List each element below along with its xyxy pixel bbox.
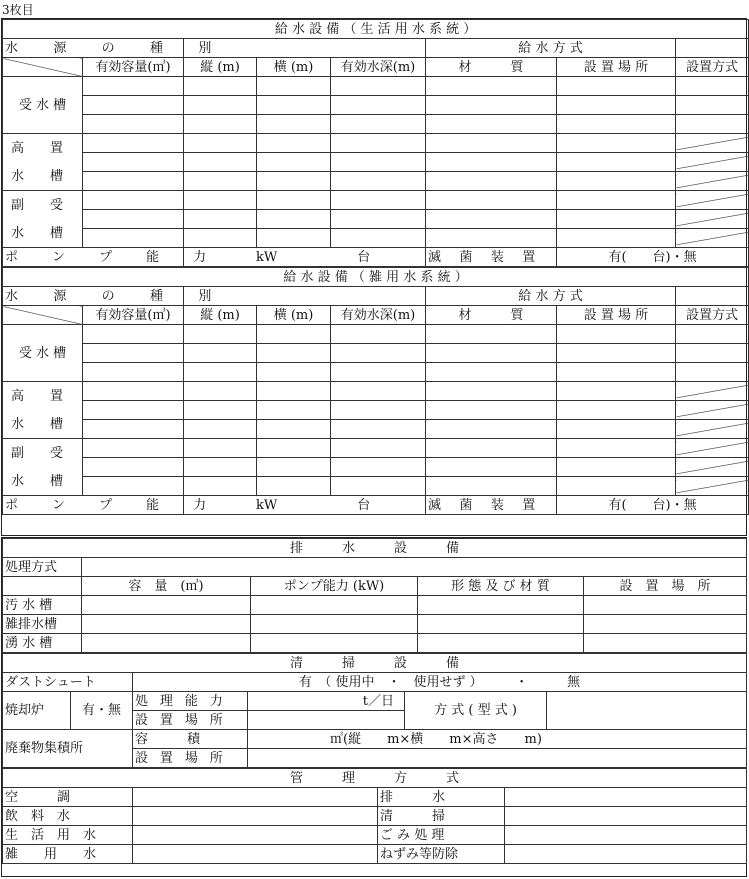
install-method-slash (676, 191, 749, 210)
cell[interactable] (184, 325, 257, 344)
cell[interactable] (331, 420, 426, 439)
install-method-slash (676, 477, 749, 496)
tank-label-receiving: 受 水 槽 (3, 77, 83, 134)
mgmt-label-pest-control: ねずみ等防除 (378, 845, 505, 864)
header-length: 縦 (m) (184, 58, 257, 77)
cell[interactable] (557, 134, 676, 153)
cell[interactable] (426, 77, 557, 96)
cell[interactable] (83, 363, 184, 382)
capacity-field[interactable]: t／日 (248, 692, 405, 711)
cell[interactable] (133, 845, 378, 864)
supply-method-label: 給 水 方 式 (426, 39, 676, 58)
header-blank (3, 577, 82, 596)
cleaning-table (2, 653, 747, 768)
header-depth: 有効水深(m) (331, 58, 426, 77)
cell[interactable] (133, 807, 378, 826)
install-method-slash (676, 210, 749, 229)
cell[interactable] (331, 134, 426, 153)
cell[interactable] (82, 634, 251, 653)
cell[interactable] (331, 325, 426, 344)
header-install-method: 設置方式 (676, 58, 749, 77)
cell[interactable] (418, 634, 584, 653)
cell[interactable] (557, 96, 676, 115)
cell[interactable] (331, 210, 426, 229)
cell[interactable] (257, 77, 331, 96)
row-label-spring-water-tank: 湧 水 槽 (3, 634, 82, 653)
waste-storage-label: 廃棄物集積所 (3, 730, 133, 768)
header-material: 材 質 (426, 306, 557, 325)
header-capacity: 有効容量(㎥) (83, 306, 184, 325)
cell[interactable] (83, 325, 184, 344)
cell[interactable] (184, 229, 257, 248)
cell[interactable] (83, 210, 184, 229)
cell[interactable] (557, 77, 676, 96)
install-method-slash (676, 172, 749, 191)
cell[interactable] (331, 363, 426, 382)
waste-location-label: 設 置 場 所 (133, 749, 248, 768)
cell[interactable] (257, 420, 331, 439)
cell[interactable] (557, 191, 676, 210)
tank-label-receiving: 受 水 槽 (3, 325, 83, 382)
cell[interactable] (557, 344, 676, 363)
cell[interactable] (184, 96, 257, 115)
cell[interactable] (184, 458, 257, 477)
cell[interactable] (426, 115, 557, 134)
install-method-slash (676, 420, 749, 439)
cell[interactable] (257, 401, 331, 420)
location-field[interactable] (248, 711, 405, 730)
header-material: 材 質 (426, 58, 557, 77)
install-method-slash (676, 229, 749, 248)
cell[interactable] (83, 172, 184, 191)
install-method-slash (676, 153, 749, 172)
capacity-label: 処 理 能 力 (133, 692, 248, 711)
header-volume: 容 量 (㎥) (82, 577, 251, 596)
cell[interactable] (676, 325, 749, 344)
cell[interactable] (426, 134, 557, 153)
incinerator-value[interactable]: 有・無 (71, 692, 133, 730)
cell[interactable] (426, 344, 557, 363)
cell[interactable] (505, 807, 747, 826)
header-location: 設 置 場 所 (557, 306, 676, 325)
cleaning-title: 清 掃 設 備 (3, 654, 747, 673)
cell[interactable] (83, 439, 184, 458)
cell[interactable] (426, 439, 557, 458)
cell[interactable] (331, 458, 426, 477)
cell[interactable] (251, 634, 418, 653)
cell[interactable] (426, 325, 557, 344)
cell[interactable] (257, 229, 331, 248)
cell[interactable] (257, 115, 331, 134)
cell[interactable] (584, 615, 747, 634)
cell[interactable] (133, 788, 378, 807)
cell[interactable] (584, 596, 747, 615)
tank-label-elevated: 高 置 水 槽 (3, 382, 83, 439)
volume-field[interactable]: ㎥(縦 m×横 m×高さ m) (248, 730, 747, 749)
cell[interactable] (557, 153, 676, 172)
cell[interactable] (426, 382, 557, 401)
cell[interactable] (331, 477, 426, 496)
cell[interactable] (584, 634, 747, 653)
cell[interactable] (505, 788, 747, 807)
cell[interactable] (676, 115, 749, 134)
tank-label-sub: 副 受 水 槽 (3, 191, 83, 248)
header-width: 横 (m) (257, 58, 331, 77)
cell[interactable] (83, 96, 184, 115)
cell[interactable] (418, 615, 584, 634)
cell[interactable] (426, 210, 557, 229)
cell[interactable] (257, 153, 331, 172)
cell[interactable] (505, 826, 747, 845)
cell[interactable] (83, 115, 184, 134)
sterilizer-label: 滅 菌 装 置 (426, 496, 557, 515)
incinerator-label: 焼却炉 (3, 692, 71, 730)
cell[interactable] (83, 458, 184, 477)
cell[interactable] (676, 363, 749, 382)
cell[interactable] (184, 115, 257, 134)
cell[interactable] (331, 153, 426, 172)
cell[interactable] (557, 325, 676, 344)
row-label-sewage-tank: 汚 水 槽 (3, 596, 82, 615)
cell[interactable] (257, 210, 331, 229)
cell[interactable] (83, 134, 184, 153)
drainage-table (2, 538, 747, 653)
page-label: 3枚目 (2, 3, 34, 17)
cell[interactable] (557, 420, 676, 439)
water-living-table (2, 19, 749, 267)
cell[interactable] (184, 363, 257, 382)
sterilizer-value[interactable]: 有( 台)・無 (557, 248, 749, 267)
management-table (2, 768, 747, 864)
cell[interactable] (557, 210, 676, 229)
cell[interactable] (331, 172, 426, 191)
cell[interactable] (257, 363, 331, 382)
cell[interactable] (557, 439, 676, 458)
header-width: 横 (m) (257, 306, 331, 325)
header-install-method: 設置方式 (676, 306, 749, 325)
cell[interactable] (184, 382, 257, 401)
type-field[interactable] (547, 692, 747, 730)
cell[interactable] (331, 229, 426, 248)
header-capacity: 有効容量(㎥) (83, 58, 184, 77)
install-method-slash (676, 458, 749, 477)
cell[interactable] (83, 77, 184, 96)
cell[interactable] (251, 615, 418, 634)
cell[interactable] (331, 191, 426, 210)
mgmt-label-drainage: 排 水 (378, 788, 505, 807)
cell[interactable] (83, 153, 184, 172)
cell[interactable] (184, 439, 257, 458)
cell[interactable] (331, 439, 426, 458)
type-label: 方 式 ( 型 式 ) (405, 692, 547, 730)
cell[interactable] (83, 401, 184, 420)
water-misc-title: 給 水 設 備 （ 雑 用 水 系 統 ） (3, 268, 749, 287)
cell[interactable] (257, 191, 331, 210)
waste-location-field[interactable] (248, 749, 747, 768)
row-label-gray-water-tank: 雑排水槽 (3, 615, 82, 634)
header-type-material: 形 態 及 び 材 質 (418, 577, 584, 596)
cell[interactable] (557, 458, 676, 477)
cell[interactable] (331, 77, 426, 96)
cell[interactable] (426, 172, 557, 191)
install-method-slash (676, 439, 749, 458)
cell[interactable] (184, 477, 257, 496)
cell[interactable] (257, 458, 331, 477)
mgmt-label-living-water: 生 活 用 水 (3, 826, 133, 845)
cell[interactable] (257, 382, 331, 401)
pump-capacity-field[interactable]: kW 台 (184, 496, 426, 515)
cell[interactable] (331, 401, 426, 420)
cell[interactable] (184, 191, 257, 210)
install-method-slash (676, 134, 749, 153)
cell[interactable] (426, 420, 557, 439)
pump-capacity-field[interactable]: kW 台 (184, 248, 426, 267)
facilities-frame (1, 537, 747, 877)
supply-method-field[interactable] (676, 39, 749, 58)
cell[interactable] (257, 325, 331, 344)
cell[interactable] (426, 191, 557, 210)
cell[interactable] (257, 477, 331, 496)
cell[interactable] (83, 477, 184, 496)
header-depth: 有効水深(m) (331, 306, 426, 325)
volume-label: 容 積 (133, 730, 248, 749)
cell[interactable] (426, 458, 557, 477)
cell[interactable] (184, 420, 257, 439)
cell[interactable] (257, 439, 331, 458)
cell[interactable] (184, 172, 257, 191)
cell[interactable] (257, 344, 331, 363)
cell[interactable] (184, 153, 257, 172)
tank-label-elevated: 高 置 水 槽 (3, 134, 83, 191)
cell[interactable] (426, 363, 557, 382)
mgmt-label-misc-water: 雑 用 水 (3, 845, 133, 864)
header-location: 設 置 場 所 (557, 58, 676, 77)
cell[interactable] (676, 344, 749, 363)
cell[interactable] (557, 229, 676, 248)
cell[interactable] (331, 115, 426, 134)
cell[interactable] (82, 615, 251, 634)
cell[interactable] (83, 420, 184, 439)
install-method-slash (676, 401, 749, 420)
cell[interactable] (184, 210, 257, 229)
mgmt-label-air-conditioning: 空 調 (3, 788, 133, 807)
cell[interactable] (133, 826, 378, 845)
management-title: 管 理 方 式 (3, 769, 747, 788)
treatment-method-label: 処理方式 (3, 558, 82, 577)
cell[interactable] (184, 134, 257, 153)
mgmt-label-drinking-water: 飲 料 水 (3, 807, 133, 826)
cell[interactable] (184, 344, 257, 363)
cell[interactable] (676, 96, 749, 115)
header-corner (3, 58, 83, 77)
sterilizer-value[interactable]: 有( 台)・無 (557, 496, 749, 515)
cell[interactable] (557, 363, 676, 382)
cell[interactable] (557, 382, 676, 401)
dust-chute-value[interactable]: 有 （ 使用中 ・ 使用せず ） ・ 無 (133, 673, 747, 692)
mgmt-label-waste: ご み 処 理 (378, 826, 505, 845)
cell[interactable] (257, 96, 331, 115)
cell[interactable] (426, 229, 557, 248)
supply-method-label: 給 水 方 式 (426, 287, 676, 306)
cell[interactable] (83, 382, 184, 401)
tank-label-sub: 副 受 水 槽 (3, 439, 83, 496)
cell[interactable] (676, 77, 749, 96)
cell[interactable] (83, 344, 184, 363)
drainage-title: 排 水 設 備 (3, 539, 747, 558)
cell[interactable] (331, 382, 426, 401)
source-type-label: 水 源 の 種 別 (3, 39, 184, 58)
cell[interactable] (557, 401, 676, 420)
cell[interactable] (257, 172, 331, 191)
treatment-method-field[interactable] (82, 558, 747, 577)
supply-method-field[interactable] (676, 287, 749, 306)
header-corner (3, 306, 83, 325)
cell[interactable] (251, 596, 418, 615)
cell[interactable] (505, 845, 747, 864)
cell[interactable] (426, 96, 557, 115)
pump-capacity-label: ポ ン プ 能 力 (3, 496, 184, 515)
header-pump: ポンプ能力 (kW) (251, 577, 418, 596)
water-misc-table (2, 267, 749, 515)
header-length: 縦 (m) (184, 306, 257, 325)
cell[interactable] (82, 596, 251, 615)
header-location: 設 置 場 所 (584, 577, 747, 596)
cell[interactable] (557, 477, 676, 496)
cell[interactable] (426, 477, 557, 496)
cell[interactable] (557, 172, 676, 191)
cell[interactable] (184, 401, 257, 420)
pump-capacity-label: ポ ン プ 能 力 (3, 248, 184, 267)
cell[interactable] (83, 191, 184, 210)
sterilizer-label: 滅 菌 装 置 (426, 248, 557, 267)
cell[interactable] (83, 229, 184, 248)
water-living-title: 給 水 設 備 （ 生 活 用 水 系 統 ） (3, 20, 749, 39)
location-label: 設 置 場 所 (133, 711, 248, 730)
cell[interactable] (426, 153, 557, 172)
install-method-slash (676, 382, 749, 401)
cell[interactable] (257, 134, 331, 153)
cell[interactable] (426, 401, 557, 420)
cell[interactable] (557, 115, 676, 134)
cell[interactable] (184, 77, 257, 96)
source-type-label: 水 源 の 種 別 (3, 287, 184, 306)
dust-chute-label: ダストシュート (3, 673, 133, 692)
cell[interactable] (331, 344, 426, 363)
cell[interactable] (331, 96, 426, 115)
cell[interactable] (418, 596, 584, 615)
water-supply-frame (1, 18, 747, 536)
mgmt-label-cleaning: 清 掃 (378, 807, 505, 826)
